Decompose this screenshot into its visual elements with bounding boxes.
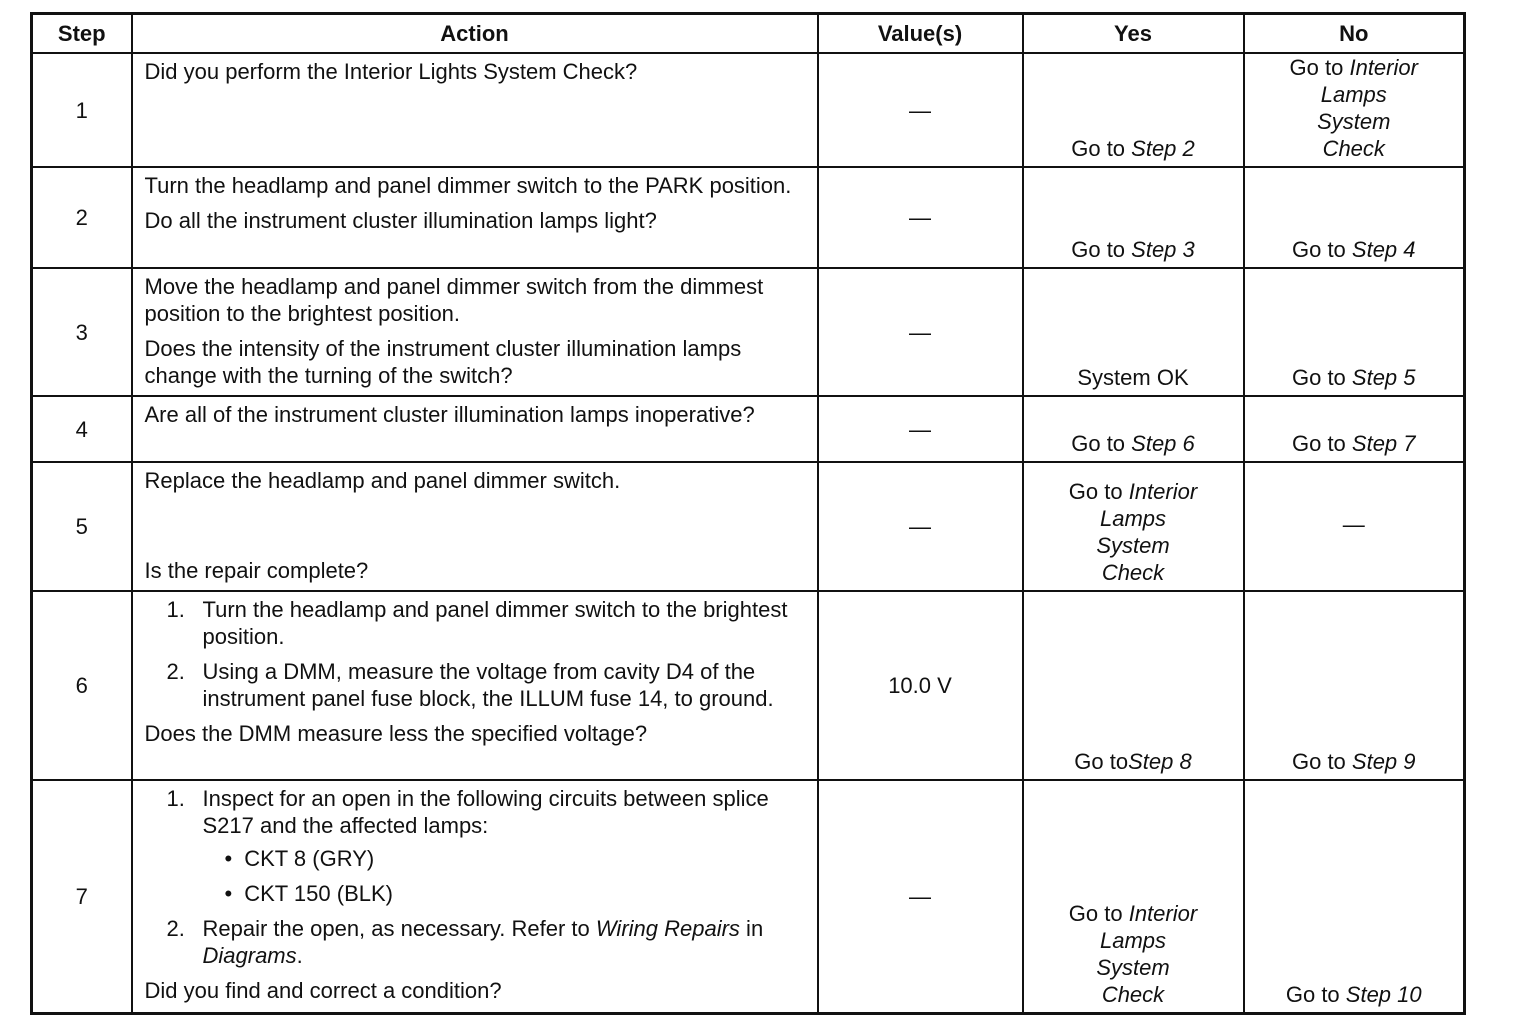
yes-link[interactable]: Step 6: [1131, 431, 1195, 456]
no-link[interactable]: Step 4: [1351, 237, 1416, 262]
value-cell: —: [818, 462, 1023, 591]
action-text: Replace the headlamp and panel dimmer switch.: [144, 468, 621, 493]
no-link[interactable]: Interior Lamps System Check: [1317, 55, 1418, 161]
table-row: [32, 396, 1465, 462]
no-prefix: Go to: [1289, 55, 1350, 80]
value-cell: —: [818, 780, 1023, 1013]
action-cell: [132, 268, 818, 396]
table-row: [32, 53, 1465, 167]
action-cell: [132, 53, 818, 167]
yes-link[interactable]: Step 2: [1131, 136, 1195, 161]
action-question: Does the DMM measure less the specified voltage?: [144, 721, 648, 746]
action-cell: [132, 167, 818, 268]
action-question: Do all the instrument cluster illumination lamps light?: [144, 208, 657, 233]
header-values: Value(s): [818, 14, 1023, 54]
no-link[interactable]: Step 10: [1345, 981, 1422, 1007]
wiring-repairs-link[interactable]: Wiring Repairs: [595, 916, 740, 941]
action-steps: [145, 596, 807, 712]
action-cell: [132, 462, 818, 591]
table-row: [32, 591, 1465, 780]
yes-prefix: Go to: [1071, 136, 1132, 161]
step-number: 6: [32, 591, 132, 780]
circuit-item: • CKT 8 (GRY): [225, 845, 807, 872]
header-step: Step: [32, 14, 132, 54]
step-number: 1: [32, 53, 132, 167]
yes-cell: [1023, 53, 1244, 167]
value-cell: —: [818, 53, 1023, 167]
action-steps: [145, 785, 807, 969]
yes-prefix: Go to: [1074, 749, 1129, 774]
no-cell: [1244, 780, 1465, 1013]
header-yes: Yes: [1023, 14, 1244, 54]
no-prefix: Go to: [1285, 981, 1346, 1007]
no-prefix: Go to: [1291, 237, 1352, 262]
step-number: 2: [32, 167, 132, 268]
yes-link[interactable]: Step 3: [1131, 237, 1195, 262]
no-prefix: Go to: [1291, 749, 1352, 774]
step-text: Inspect for an open in the following circuits between splice S217 and the affected lamps:: [202, 786, 769, 838]
yes-cell: [1023, 396, 1244, 462]
action-text: Did you perform the Interior Lights System Check?: [144, 59, 638, 84]
table-row: [32, 780, 1465, 1013]
action-cell: [132, 396, 818, 462]
no-link[interactable]: Step 7: [1351, 431, 1416, 456]
circuit-item: • CKT 150 (BLK): [225, 880, 807, 907]
list-item: 2. Using a DMM, measure the voltage from cavity D4 of the instrument panel fuse block, the ILLUM fuse 14, to ground.: [166, 659, 774, 711]
yes-link[interactable]: Interior Lamps System Check: [1096, 900, 1198, 1007]
table-row: [32, 462, 1465, 591]
yes-cell: [1023, 167, 1244, 268]
step-number: 3: [32, 268, 132, 396]
no-cell: [1244, 53, 1465, 167]
value-cell: —: [818, 268, 1023, 396]
diagrams-link[interactable]: Diagrams: [202, 943, 297, 968]
action-text: Turn the headlamp and panel dimmer switch to the PARK position.: [144, 173, 792, 198]
action-text: Move the headlamp and panel dimmer switch from the dimmest position to the brightest position.: [144, 274, 764, 326]
value-cell: 10.0 V: [818, 591, 1023, 780]
circuit-list: [203, 845, 807, 907]
list-item: 1. Inspect for an open in the following circuits between splice S217 and the affected lamps: • CKT 8 (GRY) • CKT 150 (BLK): [167, 785, 807, 915]
action-question: Did you find and correct a condition?: [144, 978, 502, 1003]
step-number: 5: [32, 462, 132, 591]
action-question: Is the repair complete?: [144, 558, 369, 583]
action-cell: [132, 591, 818, 780]
value-cell: —: [818, 396, 1023, 462]
no-prefix: —: [1342, 512, 1365, 537]
list-item: 2. Repair the open, as necessary. Refer to Wiring Repairs in Diagrams.: [166, 916, 764, 968]
action-question: Does the intensity of the instrument cluster illumination lamps change with the turning of the switch?: [144, 336, 742, 388]
diagnostic-table: [30, 12, 1466, 1015]
no-cell: [1244, 268, 1465, 396]
no-cell: [1244, 591, 1465, 780]
no-prefix: Go to: [1291, 431, 1352, 456]
no-cell: [1244, 396, 1465, 462]
action-cell: [132, 780, 818, 1013]
table-row: [32, 167, 1465, 268]
step-number: 4: [32, 396, 132, 462]
action-text: Are all of the instrument cluster illumination lamps inoperative?: [144, 402, 755, 427]
yes-link[interactable]: Interior Lamps System Check: [1096, 479, 1198, 585]
no-cell: [1244, 462, 1465, 591]
yes-cell: [1023, 462, 1244, 591]
yes-prefix: System OK: [1077, 365, 1189, 390]
yes-cell: [1023, 268, 1244, 396]
header-row: [32, 14, 1465, 54]
yes-cell: [1023, 591, 1244, 780]
yes-prefix: Go to: [1071, 237, 1132, 262]
no-link[interactable]: Step 9: [1351, 749, 1416, 774]
yes-prefix: Go to: [1068, 900, 1129, 926]
yes-prefix: Go to: [1068, 479, 1129, 504]
list-item: 1. Turn the headlamp and panel dimmer switch to the brightest position.: [166, 597, 788, 649]
no-cell: [1244, 167, 1465, 268]
no-link[interactable]: Step 5: [1351, 365, 1416, 390]
table-row: [32, 268, 1465, 396]
yes-cell: [1023, 780, 1244, 1013]
header-no: No: [1244, 14, 1465, 54]
step-number: 7: [32, 780, 132, 1013]
yes-prefix: Go to: [1071, 431, 1132, 456]
value-cell: —: [818, 167, 1023, 268]
no-prefix: Go to: [1291, 365, 1352, 390]
yes-link[interactable]: Step 8: [1128, 749, 1192, 774]
header-action: Action: [132, 14, 818, 54]
